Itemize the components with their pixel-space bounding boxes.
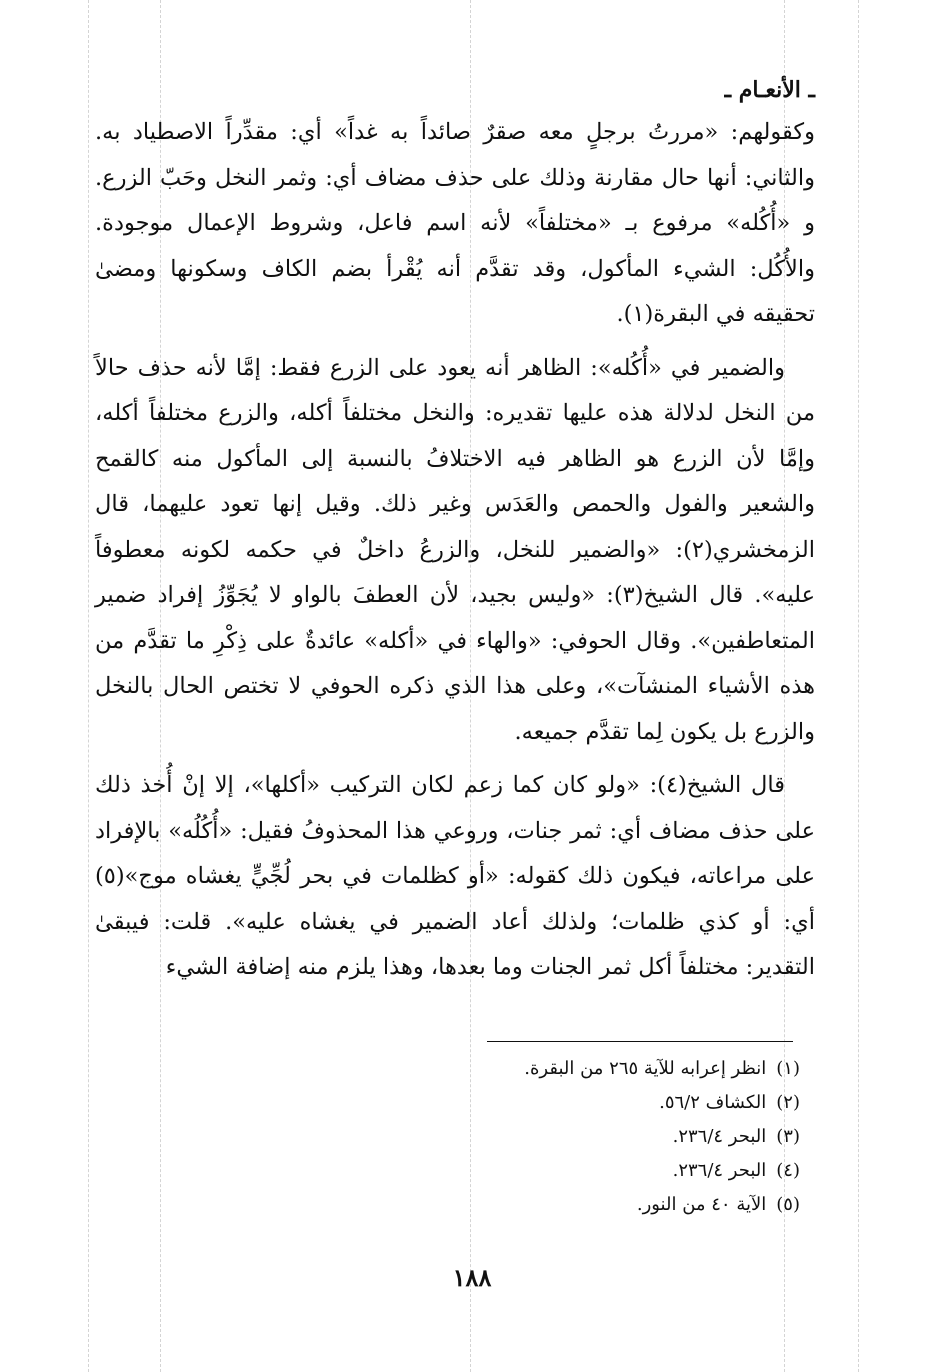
page-body (95, 70, 815, 991)
footnote-1 (300, 1052, 800, 1086)
footnote-mark: (١) (776, 1058, 800, 1079)
footnote-mark: (٣) (776, 1126, 800, 1147)
page-number: ١٨٨ (452, 1263, 492, 1292)
footnote-text: الكشاف ٥٦/٢. (659, 1092, 767, 1113)
footnote-5 (300, 1188, 800, 1222)
footnote-mark: (٤) (776, 1160, 800, 1181)
margin-guide-left-outer (88, 0, 89, 1372)
footnote-text: البحر ٢٣٦/٤. (672, 1126, 767, 1147)
footnote-3 (300, 1120, 800, 1154)
footnote-text: انظر إعرابه للآية ٢٦٥ من البقرة. (524, 1058, 767, 1079)
body-paragraph-1: وكقولهم: «مررتُ برجلٍ معه صقرٌ صائداً به غداً» أي: مقدِّراً الاصطياد به. والثاني: أنها حال مقارنة وذلك على حذف مضاف أي: وثمر النخل وحَبّ الزرع. و «أُكُله» مرفوع بـ «مختلفاً» لأنه اسم فاعل، وشروط الإعمال موجودة. والأُكُل: الشيء المأكول، وقد تقدَّم أنه يُقْرأ بضم الكاف وسكونها ومضىٰ تحقيقه في البقرة(١). (95, 119, 815, 327)
margin-guide-right-outer (858, 0, 859, 1372)
body-paragraph-2: والضمير في «أُكُله»: الظاهر أنه يعود على الزرع فقط: إمَّا لأنه حذف حالاً من النخل لدلالة هذه عليها تقديره: والنخل مختلفاً أكله، والزرع مختلفاً أكله، وإمَّا لأن الزرع هو الظاهر فيه الاختلافُ بالنسبة إلى المأكول منه كالقمح والشعير والفول والحمص والعَدَس وغير ذلك. وقيل إنها تعود عليهما، قال الزمخشري(٢): «والضمير للنخل، والزرعُ داخلٌ في حكمه لكونه معطوفاً عليه». قال الشيخ(٣): «وليس بجيد، لأن العطفَ بالواو لا يُجَوِّزُ إفراد ضمير المتعاطفين». وقال الحوفي: «والهاء في «أكله» عائدةٌ على ذِكْرِ ما تقدَّم من هذه الأشياء المنشآت»، وعلى هذا الذي ذكره الحوفي لا تختص الحال بالنخل والزرع بل يكون لِما تقدَّم جميعه. (95, 354, 816, 745)
footnote-4 (300, 1154, 800, 1188)
footnote-mark: (٢) (776, 1092, 800, 1113)
footnote-mark: (٥) (776, 1194, 800, 1215)
body-paragraph-3: قال الشيخ(٤): «ولو كان كما زعم لكان التركيب «أكلها»، إلا إنْ أُخذ ذلك على حذف مضاف أي: ثمر جنات، وروعي هذا المحذوفُ فقيل: «أُكُلُه» بالإفراد على مراعاته، فيكون ذلك كقوله: «أو كظلمات في بحر لُجِّيٍّ يغشاه موج»(٥) أي: أو كذي ظلمات؛ ولذلك أعاد الضمير في يغشاه عليه». قلت: فيبقىٰ التقدير: مختلفاً أكل ثمر الجنات وما بعدها، وهذا يلزم منه إضافة الشيء (95, 772, 815, 980)
running-header: ـ الأنعـام ـ (724, 77, 815, 103)
footnote-2 (300, 1086, 800, 1120)
footnotes (300, 1052, 800, 1222)
footnote-text: البحر ٢٣٦/٤. (672, 1160, 767, 1181)
footnote-separator (487, 1041, 793, 1042)
footnote-text: الآية ٤٠ من النور. (636, 1194, 767, 1215)
